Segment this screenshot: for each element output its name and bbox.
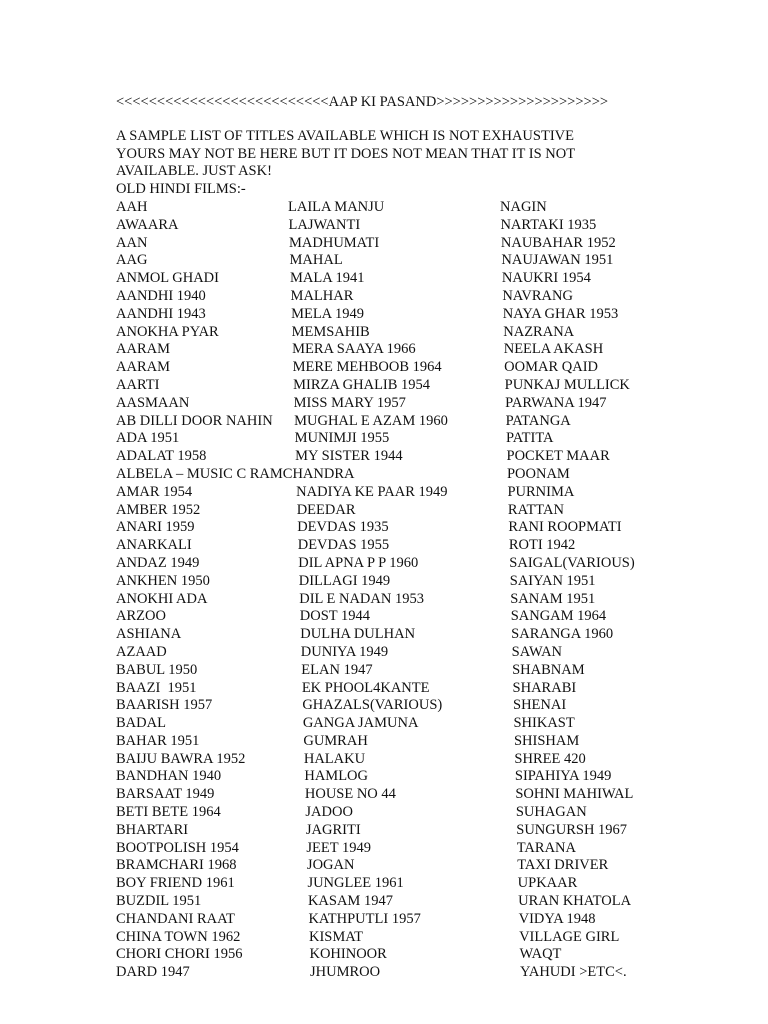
film-row <box>116 537 756 555</box>
film-title: AB DILLI DOOR NAHIN <box>116 412 273 429</box>
film-row <box>116 430 756 448</box>
film-title: POONAM <box>506 465 570 482</box>
film-title: DIL E NADAN 1953 <box>299 590 424 607</box>
film-row <box>116 466 756 484</box>
film-title: NAUJAWAN 1951 <box>501 252 614 269</box>
film-row <box>116 644 756 662</box>
film-title: SHIKAST <box>513 715 575 732</box>
film-title: MY SISTER 1944 <box>295 448 403 465</box>
film-title: SOHNI MAHIWAL <box>515 786 634 803</box>
film-title: SARANGA 1960 <box>511 626 614 643</box>
film-title: NAVRANG <box>502 287 573 304</box>
film-title: LAILA MANJU <box>288 198 385 215</box>
film-title: VILLAGE GIRL <box>519 928 620 945</box>
film-row <box>116 893 756 911</box>
film-title: JADOO <box>305 804 353 821</box>
film-title: SUHAGAN <box>515 804 587 821</box>
film-title-list <box>116 199 756 982</box>
film-title: RATTAN <box>507 501 564 518</box>
film-title: MUNIMJI 1955 <box>294 430 390 447</box>
film-title: NAZRANA <box>503 323 575 340</box>
film-title: DARD 1947 <box>116 964 190 981</box>
film-title: SANAM 1951 <box>510 590 596 607</box>
film-title: SHREE 420 <box>514 750 586 767</box>
film-title: PARWANA 1947 <box>505 394 607 411</box>
film-title: AAG <box>116 252 148 269</box>
film-title: CHORI CHORI 1956 <box>116 946 243 963</box>
film-title: MUGHAL E AZAM 1960 <box>294 412 448 429</box>
film-row <box>116 751 756 769</box>
film-title: VIDYA 1948 <box>518 910 596 927</box>
film-row <box>116 519 756 537</box>
film-title: CHANDANI RAAT <box>116 910 235 927</box>
film-title: MELA 1949 <box>291 305 364 322</box>
film-title: MERA SAAYA 1966 <box>292 341 416 358</box>
film-title: AARAM <box>116 359 170 376</box>
film-title: BARSAAT 1949 <box>116 786 215 803</box>
film-title: GANGA JAMUNA <box>302 715 419 732</box>
film-title: BOOTPOLISH 1954 <box>116 839 239 856</box>
film-title: OOMAR QAID <box>504 359 599 376</box>
film-title: NAYA GHAR 1953 <box>502 305 619 322</box>
film-title: AWAARA <box>116 216 179 233</box>
film-row <box>116 502 756 520</box>
film-row <box>116 235 756 253</box>
film-title: EK PHOOL4KANTE <box>301 679 430 696</box>
film-title: ELAN 1947 <box>301 661 373 678</box>
film-row <box>116 341 756 359</box>
film-title: HALAKU <box>303 750 366 767</box>
film-title: ANOKHA PYAR <box>116 323 219 340</box>
film-row <box>116 822 756 840</box>
film-title: AANDHI 1943 <box>116 305 206 322</box>
film-row <box>116 359 756 377</box>
film-row <box>116 964 756 982</box>
film-title: SAWAN <box>511 643 563 660</box>
film-title: SANGAM 1964 <box>510 608 607 625</box>
film-title: MADHUMATI <box>289 234 380 251</box>
film-title: UPKAAR <box>517 875 578 892</box>
film-title: JAGRITI <box>305 821 361 838</box>
film-row <box>116 857 756 875</box>
film-title: BANDHAN 1940 <box>116 768 222 785</box>
film-title: BUZDIL 1951 <box>116 893 202 910</box>
intro-line-1: A SAMPLE LIST OF TITLES AVAILABLE WHICH IS NOT EXHAUSTIVE <box>116 127 574 144</box>
film-title: KASAM 1947 <box>307 893 393 910</box>
film-title: AMBER 1952 <box>116 501 201 518</box>
film-title: PATANGA <box>505 412 571 429</box>
film-row <box>116 324 756 342</box>
film-title: ANKHEN 1950 <box>116 572 210 589</box>
film-title: ANMOL GHADI <box>116 270 219 287</box>
film-title: PATITA <box>506 430 554 447</box>
film-row <box>116 715 756 733</box>
film-title: AARTI <box>116 376 160 393</box>
film-title: MAHAL <box>289 252 343 269</box>
film-title: MEMSAHIB <box>291 323 370 340</box>
film-title: AARAM <box>116 341 170 358</box>
film-title: NARTAKI 1935 <box>500 216 597 233</box>
film-title: LAJWANTI <box>288 216 361 233</box>
film-title: YAHUDI >ETC<. <box>520 964 627 981</box>
film-title: NAUBAHAR 1952 <box>500 234 616 251</box>
film-title: SHISHAM <box>513 732 580 749</box>
film-title: NADIYA KE PAAR 1949 <box>296 483 448 500</box>
film-title: MALA 1941 <box>290 270 365 287</box>
film-title: DIL APNA P P 1960 <box>298 554 419 571</box>
film-title: MISS MARY 1957 <box>293 394 406 411</box>
film-title: BRAMCHARI 1968 <box>116 857 237 874</box>
film-title: HOUSE NO 44 <box>304 786 396 803</box>
film-row <box>116 591 756 609</box>
film-title: HAMLOG <box>304 768 368 785</box>
film-row <box>116 911 756 929</box>
film-title: KATHPUTLI 1957 <box>308 910 421 927</box>
film-title: ANDAZ 1949 <box>116 554 200 571</box>
film-row <box>116 697 756 715</box>
film-title: NEELA AKASH <box>503 341 604 358</box>
list-header: <<<<<<<<<<<<<<<<<<<<<<<<<<AAP KI PASAND>>>>>>>>>>>>>>>>>>>>> <box>116 94 609 110</box>
film-row <box>116 377 756 395</box>
film-title: SAIYAN 1951 <box>509 572 596 589</box>
film-row <box>116 804 756 822</box>
film-title: PUNKAJ MULLICK <box>504 376 630 393</box>
film-row <box>116 288 756 306</box>
film-title: MIRZA GHALIB 1954 <box>293 376 431 393</box>
film-title: SHENAI <box>513 697 567 714</box>
film-title: DILLAGI 1949 <box>298 572 391 589</box>
film-title: ANOKHI ADA <box>116 590 208 607</box>
film-row <box>116 573 756 591</box>
film-title: BAARISH 1957 <box>116 697 213 714</box>
film-title: JUNGLEE 1961 <box>307 875 404 892</box>
film-title: SAIGAL(VARIOUS) <box>509 554 635 571</box>
film-title: WAQT <box>519 946 562 963</box>
film-title: BOY FRIEND 1961 <box>116 875 235 892</box>
film-title: POCKET MAAR <box>506 448 610 465</box>
film-row <box>116 217 756 235</box>
film-title: ANARI 1959 <box>116 519 195 536</box>
film-title: GHAZALS(VARIOUS) <box>302 697 443 714</box>
film-row <box>116 786 756 804</box>
film-title: BETI BETE 1964 <box>116 804 221 821</box>
film-title: MALHAR <box>290 287 354 304</box>
film-row <box>116 680 756 698</box>
film-row <box>116 306 756 324</box>
film-title: ROTI 1942 <box>508 537 576 554</box>
film-title: ADA 1951 <box>116 430 180 447</box>
film-title: NAGIN <box>500 198 547 215</box>
film-title: PURNIMA <box>507 483 575 500</box>
film-title: BAAZI 1951 <box>116 679 197 696</box>
film-title: DUNIYA 1949 <box>300 643 389 660</box>
film-row <box>116 608 756 626</box>
film-title: ALBELA – MUSIC C RAMCHANDRA <box>116 465 355 482</box>
film-row <box>116 768 756 786</box>
film-title: NAUKRI 1954 <box>501 270 591 287</box>
film-title: BAIJU BAWRA 1952 <box>116 750 246 767</box>
film-row <box>116 733 756 751</box>
film-title: DEVDAS 1935 <box>297 519 389 536</box>
film-row <box>116 413 756 431</box>
film-title: RANI ROOPMATI <box>508 519 622 536</box>
film-title: JOGAN <box>306 857 355 874</box>
film-title: ANARKALI <box>116 537 192 554</box>
film-title: DEVDAS 1955 <box>297 537 390 554</box>
film-title: BADAL <box>116 715 166 732</box>
film-title: ADALAT 1958 <box>116 448 207 465</box>
film-title: ARZOO <box>116 608 166 625</box>
film-title: AASMAAN <box>116 394 190 411</box>
film-row <box>116 395 756 413</box>
film-row <box>116 662 756 680</box>
film-row <box>116 929 756 947</box>
section-heading: OLD HINDI FILMS:- <box>116 181 246 198</box>
film-title: BABUL 1950 <box>116 661 198 678</box>
film-title: URAN KHATOLA <box>518 893 632 910</box>
film-title: AANDHI 1940 <box>116 287 206 304</box>
film-row <box>116 199 756 217</box>
film-row <box>116 626 756 644</box>
film-title: MERE MEHBOOB 1964 <box>292 359 442 376</box>
film-title: TARANA <box>516 839 576 856</box>
film-title: BAHAR 1951 <box>116 732 200 749</box>
film-title: GUMRAH <box>303 732 368 749</box>
film-title: SHARABI <box>512 679 577 696</box>
film-title: ASHIANA <box>116 626 182 643</box>
film-title: SHABNAM <box>512 661 585 678</box>
film-title: KISMAT <box>308 928 363 945</box>
document-page <box>116 94 756 982</box>
film-row <box>116 252 756 270</box>
film-title: SUNGURSH 1967 <box>516 821 628 838</box>
film-row <box>116 555 756 573</box>
film-title: AAH <box>116 198 148 215</box>
film-title: AAN <box>116 234 148 251</box>
film-row <box>116 484 756 502</box>
film-row <box>116 448 756 466</box>
intro-line-2: YOURS MAY NOT BE HERE BUT IT DOES NOT MEAN THAT IT IS NOT <box>116 145 576 162</box>
film-title: JHUMROO <box>310 964 381 981</box>
film-row <box>116 840 756 858</box>
film-title: CHINA TOWN 1962 <box>116 928 241 945</box>
film-title: TAXI DRIVER <box>517 857 609 874</box>
film-title: JEET 1949 <box>306 839 371 856</box>
film-row <box>116 875 756 893</box>
film-title: DOST 1944 <box>299 608 370 625</box>
film-title: BHARTARI <box>116 821 189 838</box>
film-row <box>116 946 756 964</box>
intro-line-3: AVAILABLE. JUST ASK! <box>116 163 272 180</box>
film-title: DEEDAR <box>296 501 356 518</box>
film-title: DULHA DULHAN <box>300 626 416 643</box>
film-row <box>116 270 756 288</box>
film-title: KOHINOOR <box>309 946 387 963</box>
film-title: AZAAD <box>116 643 167 660</box>
film-title: AMAR 1954 <box>116 483 193 500</box>
film-title: SIPAHIYA 1949 <box>514 768 612 785</box>
